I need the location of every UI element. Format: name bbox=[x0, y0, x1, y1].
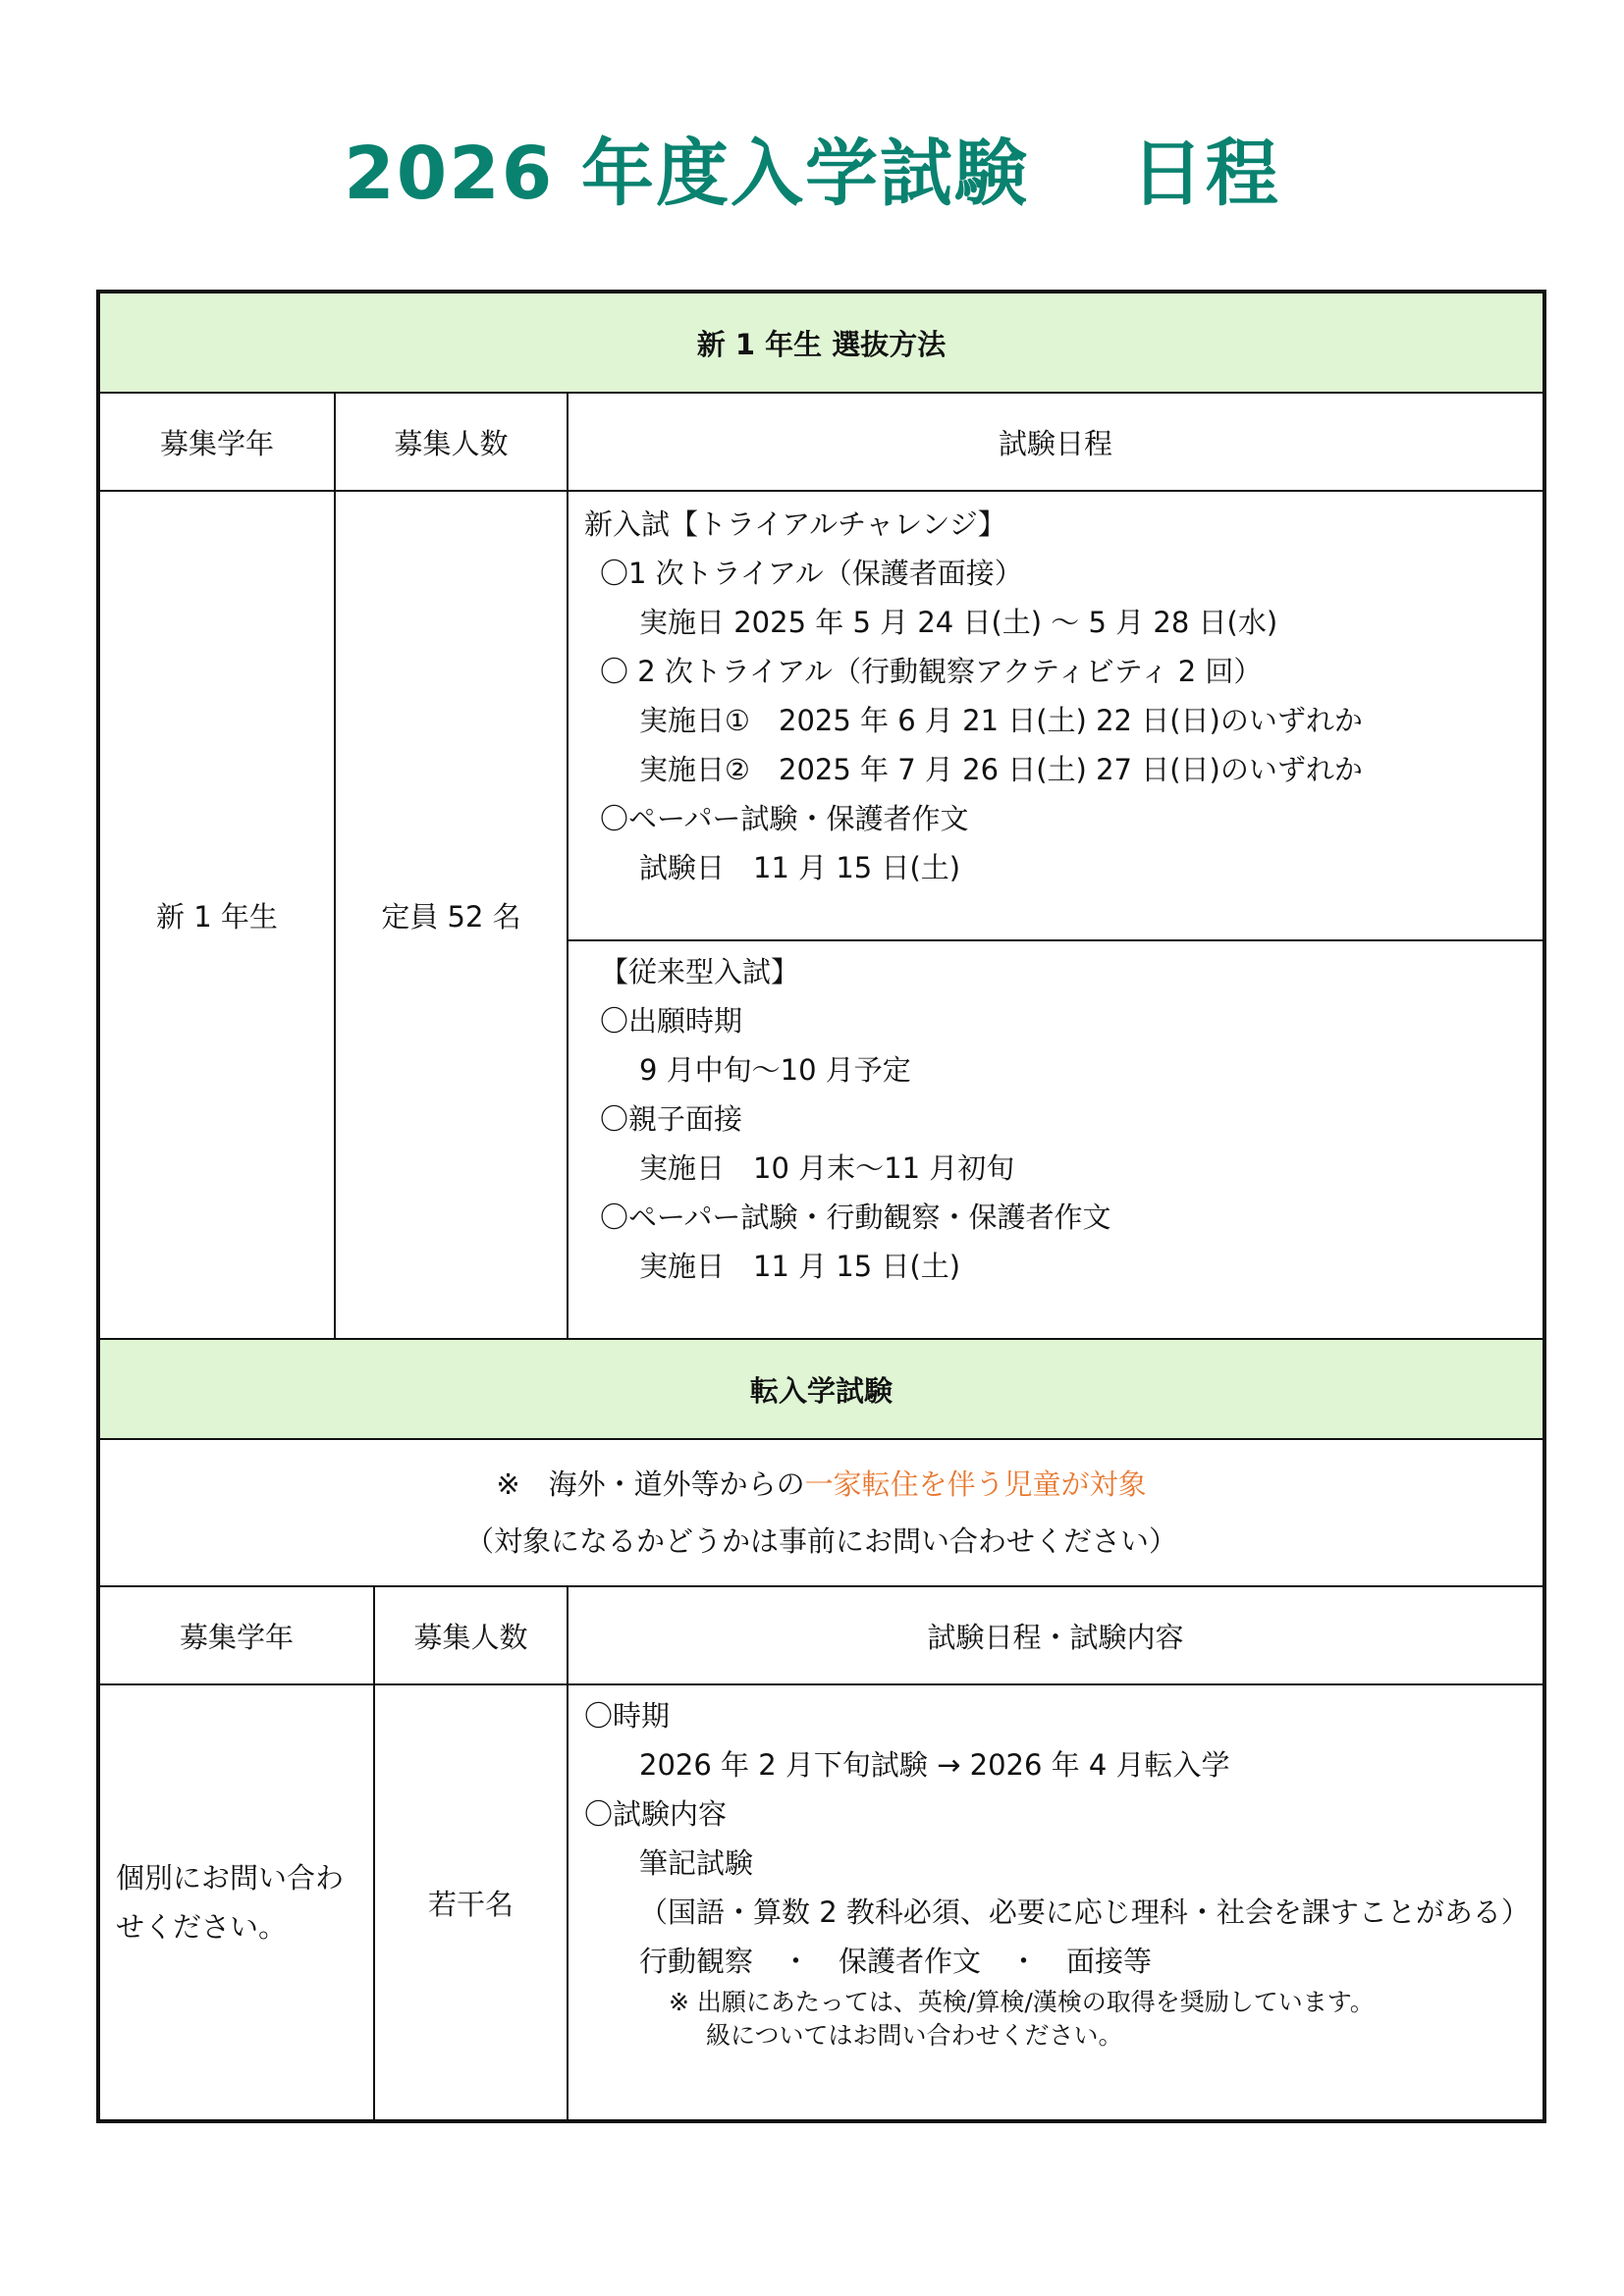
notice-line2: （対象になるかどうかは事前にお問い合わせください） bbox=[465, 1524, 1178, 1558]
new-exam-line: 実施日 2025 年 5 月 24 日(土) 〜 5 月 28 日(水) bbox=[639, 606, 1278, 639]
new-exam-line: 〇 2 次トライアル（行動観察アクティビティ 2 回） bbox=[600, 655, 1263, 688]
header-grade: 募集学年 bbox=[98, 393, 335, 491]
transfer-line: 行動観察 ・ 保護者作文 ・ 面接等 bbox=[639, 1945, 1153, 1978]
header-grade-2: 募集学年 bbox=[98, 1586, 374, 1684]
notice-highlight: 一家転住を伴う児童が対象 bbox=[804, 1468, 1147, 1501]
header-schedule-2: 試験日程・試験内容 bbox=[568, 1586, 1544, 1684]
traditional-exam-title: 【従来型入試】 bbox=[600, 955, 800, 988]
new-exam-line: 〇1 次トライアル（保護者面接） bbox=[600, 557, 1023, 590]
section1-capacity: 定員 52 名 bbox=[335, 491, 568, 1339]
transfer-notice bbox=[98, 1439, 1544, 1586]
new-exam-title: 新入試【トライアルチャレンジ】 bbox=[584, 507, 1006, 541]
traditional-exam-line: 〇ペーパー試験・行動観察・保護者作文 bbox=[600, 1201, 1111, 1234]
traditional-exam-line: 〇親子面接 bbox=[600, 1102, 743, 1136]
traditional-exam-line: 実施日 10 月末〜11 月初旬 bbox=[639, 1151, 1015, 1185]
section1-heading: 新 1 年生 選抜方法 bbox=[98, 292, 1544, 393]
schedule-table bbox=[96, 290, 1546, 2123]
traditional-exam-cell bbox=[568, 940, 1544, 1339]
section2-capacity: 若干名 bbox=[374, 1684, 568, 2121]
new-exam-line: 実施日① 2025 年 6 月 21 日(土) 22 日(日)のいずれか bbox=[639, 704, 1363, 737]
transfer-line: 〇試験内容 bbox=[584, 1797, 728, 1831]
footnote-line1: ※ 出願にあたっては、英検/算検/漢検の取得を奨励しています。 bbox=[669, 1988, 1375, 2016]
section2-grade: 個別にお問い合わせください。 bbox=[98, 1684, 374, 2121]
traditional-exam-line: 実施日 11 月 15 日(土) bbox=[639, 1250, 961, 1283]
transfer-details-cell bbox=[568, 1684, 1544, 2121]
section2-heading: 転入学試験 bbox=[98, 1339, 1544, 1439]
page-title: 2026 年度入学試験 日程 bbox=[344, 132, 1280, 216]
new-exam-line: 〇ペーパー試験・保護者作文 bbox=[600, 802, 969, 835]
transfer-line: 〇時期 bbox=[584, 1699, 671, 1733]
new-exam-cell bbox=[568, 491, 1544, 940]
header-schedule: 試験日程 bbox=[568, 393, 1544, 491]
header-capacity-2: 募集人数 bbox=[374, 1586, 568, 1684]
transfer-line: 筆記試験 bbox=[639, 1846, 754, 1880]
header-capacity: 募集人数 bbox=[335, 393, 568, 491]
traditional-exam-line: 〇出願時期 bbox=[600, 1004, 743, 1038]
notice-prefix: ※ 海外・道外等からの bbox=[496, 1468, 805, 1501]
section1-grade: 新 1 年生 bbox=[98, 491, 335, 1339]
footnote-line2: 級についてはお問い合わせください。 bbox=[706, 2021, 1123, 2050]
new-exam-line: 試験日 11 月 15 日(土) bbox=[639, 851, 961, 884]
transfer-line: （国語・算数 2 教科必須、必要に応じ理科・社会を課すことがある） bbox=[639, 1896, 1530, 1929]
transfer-line: 2026 年 2 月下旬試験 → 2026 年 4 月転入学 bbox=[639, 1748, 1230, 1782]
traditional-exam-line: 9 月中旬〜10 月予定 bbox=[639, 1053, 911, 1087]
new-exam-line: 実施日② 2025 年 7 月 26 日(土) 27 日(日)のいずれか bbox=[639, 753, 1363, 786]
